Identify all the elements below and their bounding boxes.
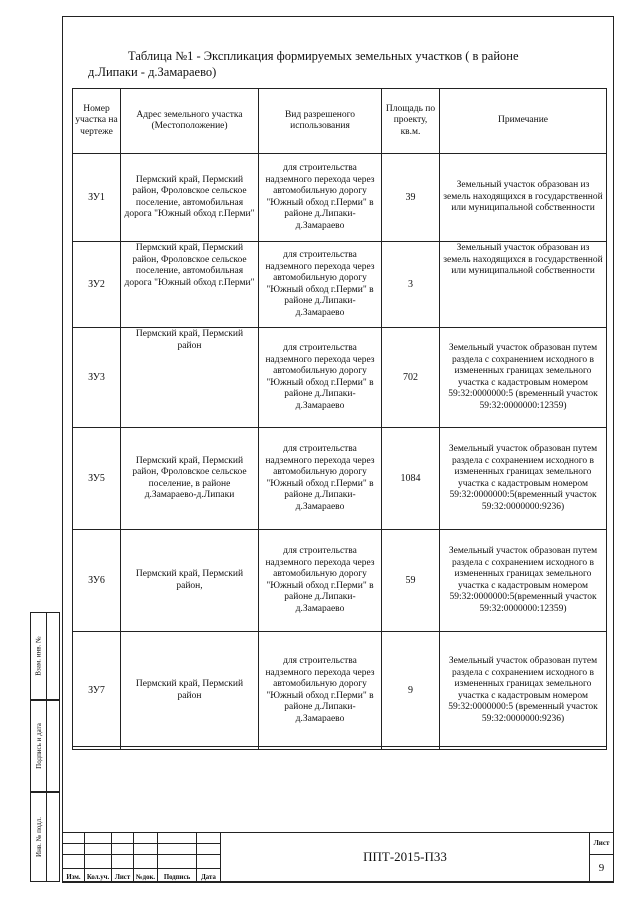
cell-address: Пермский край, Пермский район [121,632,259,750]
stamp-col-koluch: Кол.уч. [85,869,112,883]
sheet-number: 9 [590,855,614,883]
header-address: Адрес земельного участка (Местоположение) [121,89,259,154]
side-label-vzam: Взам. инв. № [34,636,43,676]
stamp-col-ndok: №док. [134,869,158,883]
cell-note: Земельный участок образован путем раздела с сохранением исходного в измененных границах земельного участка с кадастровым номером 59:32:0000000:5 (временный участок 59:32:0000000:9236) [440,632,607,750]
cell-use: для строительства надземного перехода через автомобильную дорогу "Южный обход г.Перми" в районе д.Липаки-д.Замараево [259,530,382,632]
header-area: Площадь по проекту, кв.м. [382,89,440,154]
stamp-col-data: Дата [197,869,221,883]
cell-address: Пермский край, Пермский район, Фроловское сельское поселение, автомобильная дорога "Южный обход г.Перми" [121,242,259,328]
explication-table [72,88,607,750]
side-stamp-inv-podl [30,792,60,882]
cell-area: 3 [382,242,440,328]
stamp-col-izm: Изм. [63,869,85,883]
table-row [73,632,607,750]
cell-use: для строительства надземного перехода через автомобильную дорогу "Южный обход г.Перми" в районе д.Липаки-д.Замараево [259,632,382,750]
cell-use: для строительства надземного перехода через автомобильную дорогу "Южный обход г.Перми" в районе д.Липаки-д.Замараево [259,428,382,530]
table-row [73,242,607,328]
header-number: Номер участка на чертеже [73,89,121,154]
cell-area: 1084 [382,428,440,530]
cell-area: 9 [382,632,440,750]
table-row [73,530,607,632]
table-title-line1: Таблица №1 - Экспликация формируемых земельных участков ( в районе [128,49,519,63]
cell-id: ЗУ2 [73,242,121,328]
cell-id: ЗУ5 [73,428,121,530]
side-stamp-sign-date [30,700,60,792]
table-row [73,428,607,530]
cell-address: Пермский край, Пермский район, Фроловское сельское поселение, в районе д.Замараево-д.Липаки [121,428,259,530]
cell-note: Земельный участок образован путем раздела с сохранением исходного в измененных границах земельного участка с кадастровым номером 59:32:0000000:5 (временный участок 59:32:0000000:12359) [440,328,607,428]
cell-use: для строительства надземного перехода через автомобильную дорогу "Южный обход г.Перми" в районе д.Липаки-д.Замараево [259,328,382,428]
side-label-inv-podl: Инв. № подл. [34,817,43,857]
cell-area: 702 [382,328,440,428]
cell-note: Земельный участок образован из земель находящихся в государственной или муниципальной собственности [440,154,607,242]
cell-id: ЗУ6 [73,530,121,632]
cell-address: Пермский край, Пермский район [121,328,259,428]
header-note: Примечание [440,89,607,154]
table-end-line [72,746,606,747]
stamp-col-podpis: Подпись [158,869,197,883]
cell-address: Пермский край, Пермский район, [121,530,259,632]
table-row [73,328,607,428]
table-title [88,48,588,80]
cell-use: для строительства надземного перехода через автомобильную дорогу "Южный обход г.Перми" в районе д.Липаки-д.Замараево [259,242,382,328]
stamp-col-list: Лист [112,869,134,883]
side-label-sign-date: Подпись и дата [34,723,43,769]
cell-area: 39 [382,154,440,242]
table-title-line2: д.Липаки - д.Замараево) [88,65,217,79]
cell-use: для строительства надземного перехода через автомобильную дорогу "Южный обход г.Перми" в районе д.Липаки-д.Замараево [259,154,382,242]
doc-code: ППТ-2015-П33 [221,833,590,883]
title-block [62,832,614,882]
cell-id: ЗУ1 [73,154,121,242]
cell-id: ЗУ3 [73,328,121,428]
table-row [73,154,607,242]
cell-area: 59 [382,530,440,632]
cell-note: Земельный участок образован из земель находящихся в государственной или муниципальной собственности [440,242,607,328]
cell-note: Земельный участок образован путем раздела с сохранением исходного в измененных границах земельного участка с кадастровым номером 59:32:0000000:5(временный участок 59:32:0000000:12359) [440,530,607,632]
header-use: Вид разрешеного использования [259,89,382,154]
cell-address: Пермский край, Пермский район, Фроловское сельское поселение, автомобильная дорога "Южный обход г.Перми" [121,154,259,242]
side-stamp-vzam [30,612,60,700]
table-header-row [73,89,607,154]
cell-note: Земельный участок образован путем раздела с сохранением исходного в измененных границах земельного участка с кадастровым номером 59:32:0000000:5(временный участок 59:32:0000000:9236) [440,428,607,530]
sheet-label: Лист [590,833,614,855]
cell-id: ЗУ7 [73,632,121,750]
